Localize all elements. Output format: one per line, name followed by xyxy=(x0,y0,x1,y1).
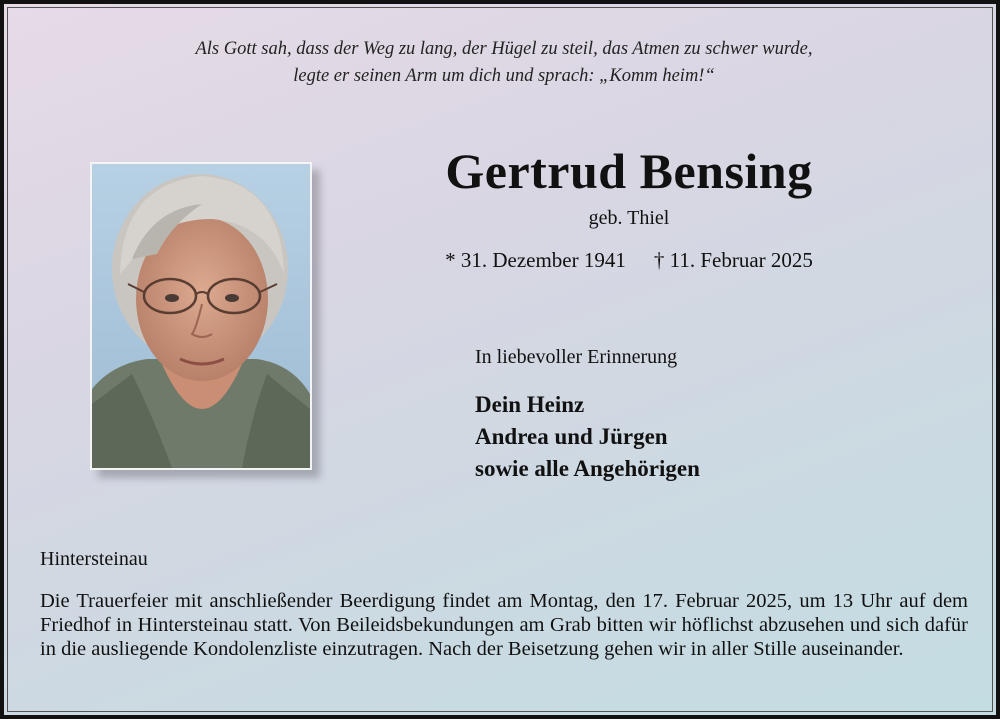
maiden-name: geb. Thiel xyxy=(588,207,670,229)
memory-line: In liebevoller Erinnerung xyxy=(475,346,678,368)
death-date: † 11. Februar 2025 xyxy=(653,248,813,272)
memorial-quote xyxy=(4,36,1000,90)
mourner: Andrea und Jürgen xyxy=(475,424,668,449)
mourner: Dein Heinz xyxy=(475,392,585,417)
quote-line-1: Als Gott sah, dass der Weg zu lang, der Hügel zu steil, das Atmen zu schwer wurde, xyxy=(195,39,813,59)
mourners-list xyxy=(475,389,700,485)
life-dates xyxy=(364,248,894,273)
deceased-name: Gertrud Bensing xyxy=(445,143,813,199)
portrait-illustration xyxy=(92,164,310,468)
birth-date: * 31. Dezember 1941 xyxy=(445,248,626,272)
portrait-photo xyxy=(90,162,312,470)
quote-line-2: legte er seinen Arm um dich und sprach: „Komm heim!“ xyxy=(293,66,715,86)
place-name: Hintersteinau xyxy=(40,548,148,570)
mourner: sowie alle Angehörigen xyxy=(475,456,700,481)
funeral-notice-text: Die Trauerfeier mit anschließender Beerdigung findet am Montag, den 17. Februar 2025, um 13 Uhr auf dem Friedhof in Hintersteinau statt. Von Beileidsbekundungen am Grab bitten wir höflichst abzusehen und sich dafür in die ausliegende Kondolenzliste einzutragen. Nach der Beisetzung gehen wir in aller Stille auseinander. xyxy=(40,590,968,660)
